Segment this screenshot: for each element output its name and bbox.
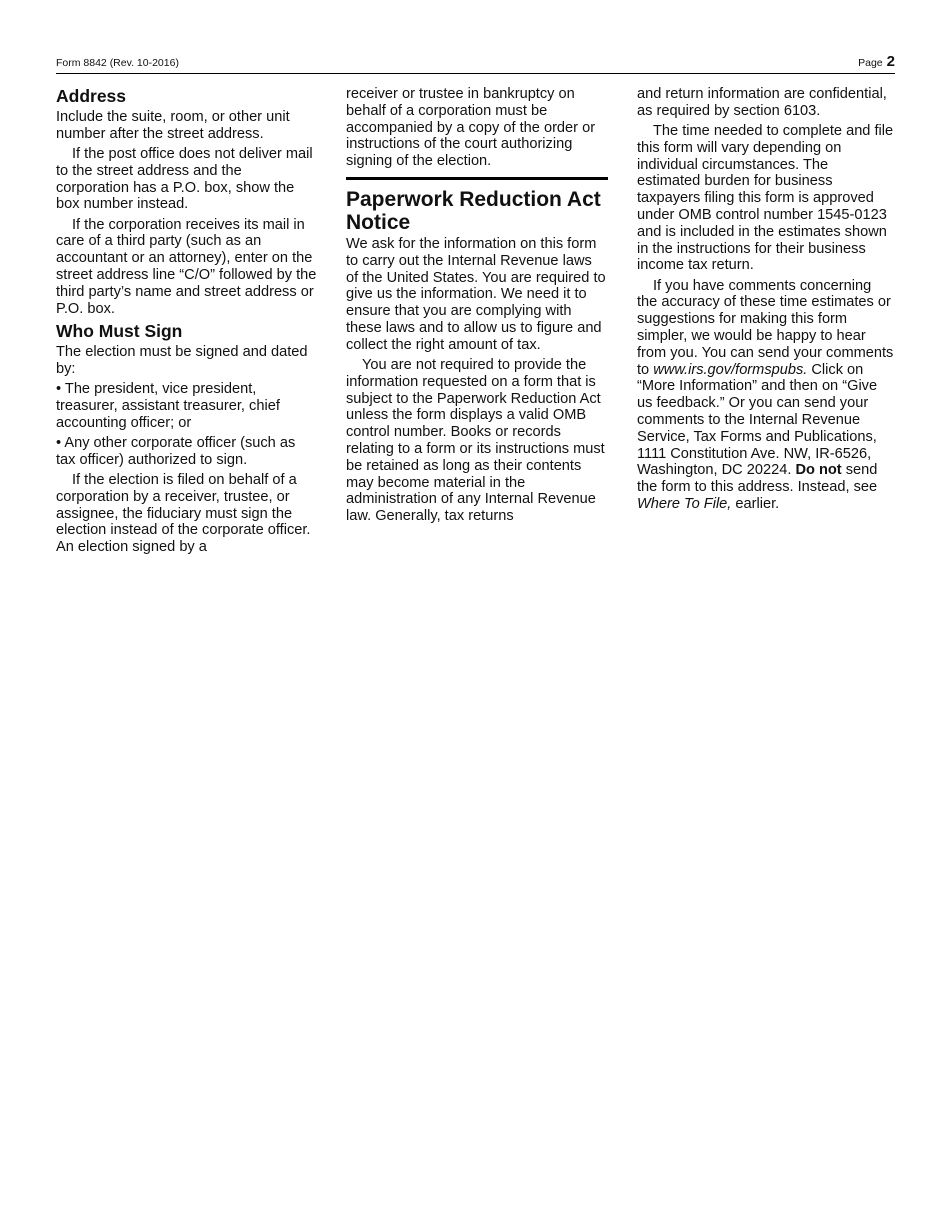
comments-text-a: If you have comments concerning the accuracy of these time estimates or suggestions for making this form simpler, we would be happy to hear from you. You can send your comments to	[637, 277, 894, 378]
page-number: 2	[886, 53, 895, 70]
fiduciary-paragraph: If the election is filed on behalf of a corporation by a receiver, trustee, or assignee, the fiduciary must sign the election instead of the corporate officer. An election signed by a	[56, 472, 311, 556]
comments-text-b: Click on “More Information” and then on “Give us feedback.” Or you can send your comments to the Internal Revenue Service, Tax Forms and Publications, 1111 Constitution Ave. NW, IR-6526, Washington, DC 20224.	[637, 361, 878, 479]
bullet-officers: • The president, vice president, treasurer, assistant treasurer, chief accounting officer; or	[56, 381, 280, 431]
form-identifier: Form 8842 (Rev. 10-2016)	[56, 57, 179, 69]
who-must-sign-intro: The election must be signed and dated by:	[56, 344, 308, 378]
bullet-other-officer: • Any other corporate officer (such as tax officer) authorized to sign.	[56, 435, 296, 468]
who-must-sign-heading: Who Must Sign	[56, 321, 183, 342]
comments-paragraph	[637, 278, 895, 513]
notice-paragraph-2: You are not required to provide the information requested on a form that is subject to the Paperwork Reduction Act unless the form displays a valid OMB control number. Books or records relating to a form or its instructions must be retained as long as their contents may become material in the administration of any Internal Revenue law. Generally, tax returns	[346, 356, 605, 525]
address-paragraph-1: Include the suite, room, or other unit number after the street address.	[56, 109, 290, 142]
where-to-file-reference: Where To File,	[637, 495, 732, 512]
time-burden-paragraph: The time needed to complete and file this form will vary depending on individual circumstances. The estimated burden for business taxpayers filing this form is approved under OMB control number 1545-0123 and is included in the estimates shown in the instructions for their business income tax return.	[637, 122, 894, 274]
bankruptcy-continued: receiver or trustee in bankruptcy on behalf of a corporation must be accompanied by a copy of the order or instructions of the court authorizing signing of the election.	[346, 86, 596, 170]
irs-website-link[interactable]: www.irs.gov/formspubs.	[653, 361, 808, 378]
notice-paragraph-1: We ask for the information on this form to carry out the Internal Revenue laws of the United States. You are required to give us the information. We need it to ensure that you are complying with these laws and to allow us to figure and collect the right amount of tax.	[346, 235, 606, 353]
page-label: Page	[858, 57, 883, 69]
page-indicator	[858, 53, 895, 70]
column-2	[346, 86, 608, 528]
do-not-emphasis: Do not	[795, 462, 842, 479]
comments-text-c: send the form to this address. Instead, see	[637, 462, 878, 496]
section-rule	[346, 177, 608, 180]
address-paragraph-2: If the post office does not deliver mail to the street address and the corporation has a P.O. box, show the box number instead.	[56, 145, 313, 213]
address-paragraph-3: If the corporation receives its mail in care of a third party (such as an accountant or an attorney), enter on the street address line “C/O” followed by the third party’s name and street address or P.O. box.	[56, 216, 317, 317]
confidentiality-continued: and return information are confidential, as required by section 6103.	[637, 86, 887, 119]
page-header	[56, 53, 895, 74]
paperwork-reduction-heading: Paperwork Reduction Act Notice	[346, 187, 601, 234]
column-3	[637, 86, 895, 516]
column-1	[56, 86, 318, 559]
address-heading: Address	[56, 86, 127, 106]
comments-text-d: earlier.	[731, 495, 780, 512]
